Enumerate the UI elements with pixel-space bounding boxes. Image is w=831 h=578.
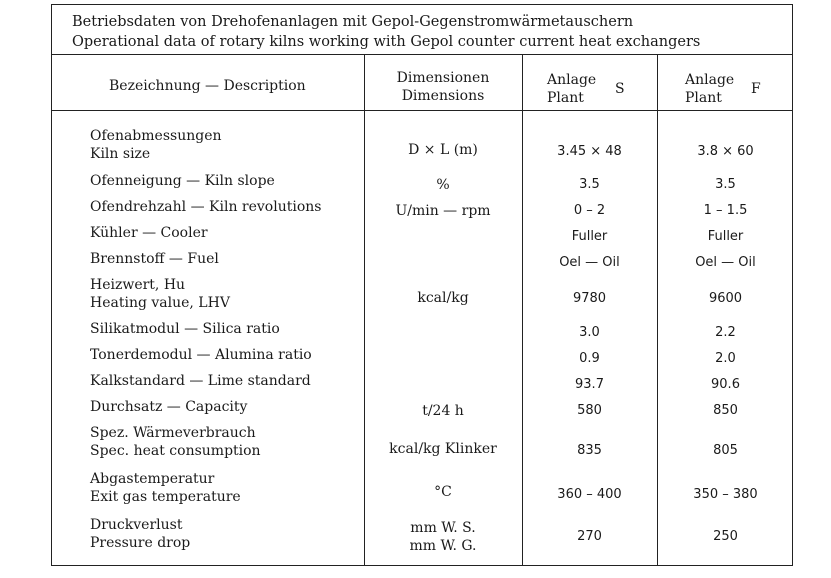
header-plant-f-de: Anlage xyxy=(685,72,735,88)
row-value-plant-s: 3.45 × 48 xyxy=(557,144,622,159)
row-value-plant-f: 3.8 × 60 xyxy=(697,144,754,159)
row-dimension: t/24 h xyxy=(422,403,464,419)
row-description-en: Pressure drop xyxy=(90,535,191,551)
data-table xyxy=(51,4,793,566)
title-english: Operational data of rotary kilns working with Gepol counter current heat exchangers xyxy=(72,34,701,50)
row-value-plant-s: 580 xyxy=(577,403,602,418)
row-value-plant-f: 350 – 380 xyxy=(693,487,758,502)
row-description-de: Ofendrehzahl — Kiln revolutions xyxy=(90,199,322,215)
row-description-de: Kalkstandard — Lime standard xyxy=(90,373,311,389)
row-description-de: Silikatmodul — Silica ratio xyxy=(90,321,280,337)
row-value-plant-s: Fuller xyxy=(571,229,608,244)
row-dimension: U/min — rpm xyxy=(395,203,491,219)
row-description-de: Spez. Wärmeverbrauch xyxy=(90,425,256,441)
row-value-plant-s: 93.7 xyxy=(575,377,604,392)
row-description-de: Ofenneigung — Kiln slope xyxy=(90,173,275,189)
row-value-plant-f: 3.5 xyxy=(715,177,736,192)
row-description-de: Tonerdemodul — Alumina ratio xyxy=(90,347,312,363)
row-value-plant-f: 250 xyxy=(713,529,738,544)
header-dimensions-de: Dimensionen xyxy=(396,70,490,86)
row-value-plant-f: 2.0 xyxy=(715,351,736,366)
row-dimension: D × L (m) xyxy=(408,142,478,158)
row-value-plant-s: 835 xyxy=(577,443,602,458)
row-description-en: Kiln size xyxy=(90,146,151,162)
row-value-plant-f: 805 xyxy=(713,443,738,458)
row-description-en: Heating value, LHV xyxy=(90,295,230,311)
row-value-plant-s: 3.0 xyxy=(579,325,600,340)
row-dimension: kcal/kg xyxy=(417,290,469,306)
row-value-plant-f: Oel — Oil xyxy=(695,255,756,270)
row-dimension: mm W. S. xyxy=(410,520,476,536)
row-value-plant-f: 90.6 xyxy=(711,377,740,392)
row-value-plant-f: 2.2 xyxy=(715,325,736,340)
row-description-de: Abgastemperatur xyxy=(90,471,215,487)
row-dimension: % xyxy=(436,177,450,193)
row-value-plant-s: 3.5 xyxy=(579,177,600,192)
row-description-de: Kühler — Cooler xyxy=(90,225,208,241)
row-description-en: Exit gas temperature xyxy=(90,489,241,505)
header-dimensions-en: Dimensions xyxy=(401,88,485,104)
row-value-plant-f: 9600 xyxy=(708,291,743,306)
row-value-plant-f: 1 – 1.5 xyxy=(703,203,748,218)
row-dimension: °C xyxy=(434,484,452,500)
row-description-de: Heizwert, Hu xyxy=(90,277,186,293)
row-value-plant-s: Oel — Oil xyxy=(559,255,620,270)
row-value-plant-s: 360 – 400 xyxy=(557,487,622,502)
row-value-plant-s: 270 xyxy=(577,529,602,544)
row-value-plant-s: 0 – 2 xyxy=(573,203,606,218)
row-dimension-alt: mm W. G. xyxy=(409,538,477,554)
row-dimension: kcal/kg Klinker xyxy=(389,441,497,457)
row-description-de: Ofenabmessungen xyxy=(90,128,222,144)
row-value-plant-s: 0.9 xyxy=(579,351,600,366)
row-description-de: Druckverlust xyxy=(90,517,183,533)
row-value-plant-s: 9780 xyxy=(572,291,607,306)
row-value-plant-f: Fuller xyxy=(707,229,744,244)
table-title xyxy=(52,5,792,55)
header-plant-f-en: Plant xyxy=(685,90,722,106)
row-description-de: Brennstoff — Fuel xyxy=(90,251,219,267)
header-description: Bezeichnung — Description xyxy=(109,78,306,94)
header-divider xyxy=(52,110,792,111)
title-german: Betriebsdaten von Drehofenanlagen mit Gepol-Gegenstromwärmetauschern xyxy=(72,14,634,30)
row-value-plant-f: 850 xyxy=(713,403,738,418)
header-plant-f-code: F xyxy=(751,81,761,97)
header-plant-s-code: S xyxy=(615,81,625,97)
row-description-de: Durchsatz — Capacity xyxy=(90,399,248,415)
header-plant-s-de: Anlage xyxy=(547,72,597,88)
header-plant-s-en: Plant xyxy=(547,90,584,106)
row-description-en: Spec. heat consumption xyxy=(90,443,261,459)
